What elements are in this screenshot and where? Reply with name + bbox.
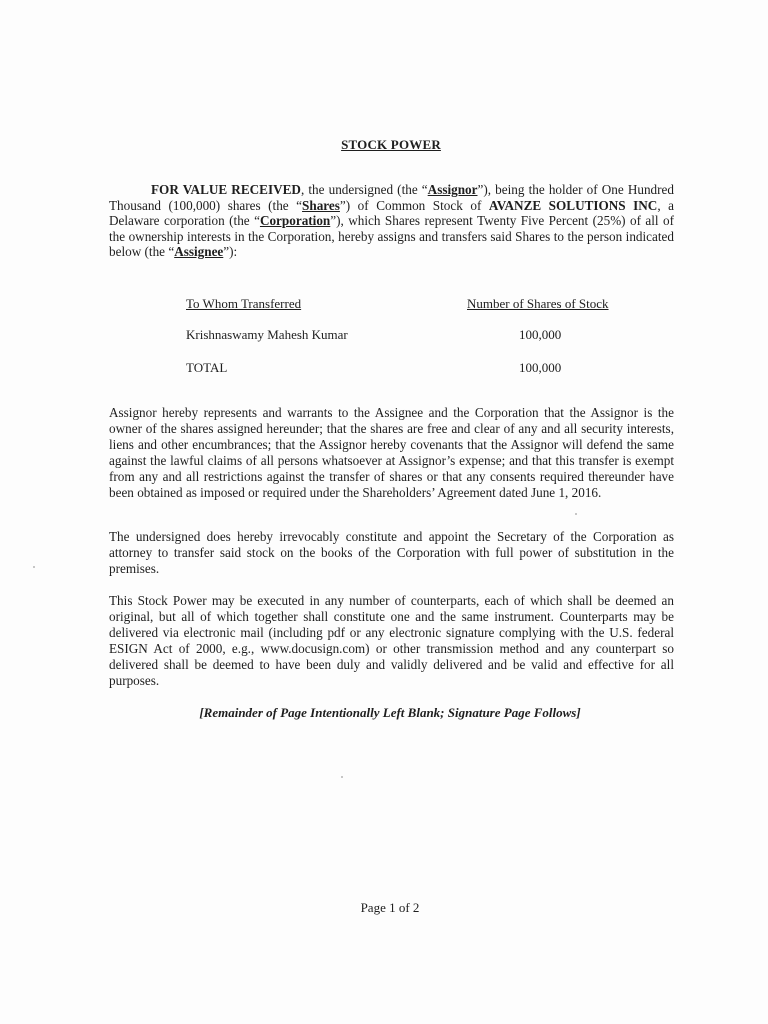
for-value-received: FOR VALUE RECEIVED [151, 182, 301, 197]
remainder-note: [Remainder of Page Intentionally Left Blank; Signature Page Follows] [199, 705, 581, 720]
column-header-shares: Number of Shares of Stock [467, 296, 609, 311]
paragraph-counterparts: This Stock Power may be executed in any number of counterparts, each of which shall be deemed an original, but all of which together shall constitute one and the same instrument. Counterparts may be delivered via electronic mail (including pdf or any electronic signature complying with the U.S. federal ESIGN Act of 2000, e.g., www.docusign.com) or other transmission method and any counterpart so delivered shall be deemed to have been duly and validly delivered and be valid and effective for all purposes. [109, 593, 674, 688]
page-number: Page 1 of 2 [360, 900, 420, 915]
scan-speck [33, 566, 35, 568]
paragraph-attorney: The undersigned does hereby irrevocably constitute and appoint the Secretary of the Corporation as attorney to transfer said stock on the books of the Corporation with full power of substitution in the premises. [109, 529, 674, 577]
defined-term-assignee: Assignee [174, 244, 224, 260]
defined-term-corporation: Corporation [259, 213, 331, 229]
transferee-name: Krishnaswamy Mahesh Kumar [186, 327, 348, 342]
paragraph-assignment [109, 182, 674, 260]
defined-term-assignor: Assignor [427, 182, 478, 197]
company-name: AVANZE SOLUTIONS INC [488, 197, 658, 213]
document-title: STOCK POWER [341, 137, 441, 152]
scan-speck [341, 776, 343, 778]
paragraph-text: ”), being the holder of One Hundred Thousand (100,000) shares (the “ [109, 182, 674, 213]
paragraph-text: ”) of Common Stock of [339, 197, 489, 213]
defined-term-shares: Shares [302, 197, 340, 213]
paragraph-text: , a Delaware corporation (the “ [109, 197, 675, 229]
column-header-to-whom: To Whom Transferred [186, 296, 302, 311]
total-label: TOTAL [186, 360, 228, 375]
paragraph-text: , the undersigned (the “ [300, 182, 428, 197]
transferee-shares: 100,000 [519, 327, 562, 342]
paragraph-representations: Assignor hereby represents and warrants to the Assignee and the Corporation that the Assignor is the owner of the shares assigned hereunder; that the shares are free and clear of any and all security interests, liens and other encumbrances; that the Assignor hereby covenants that the Assignor will defend the same against the lawful claims of all persons whatsoever at Assignor’s expense; and that this transfer is exempt from any and all restrictions against the transfer of shares or that any consents required thereunder have been obtained as imposed or required under the Shareholders’ Agreement dated June 1, 2016. [109, 405, 674, 500]
paragraph-text: ”), which Shares represent Twenty Five Percent (25%) of all of the ownership interests in the Corporation, hereby assigns and transfers said Shares to the person indicated below (the “ [109, 213, 674, 260]
scan-speck [575, 513, 577, 515]
paragraph-text: ”): [223, 244, 238, 260]
total-shares: 100,000 [519, 360, 562, 375]
